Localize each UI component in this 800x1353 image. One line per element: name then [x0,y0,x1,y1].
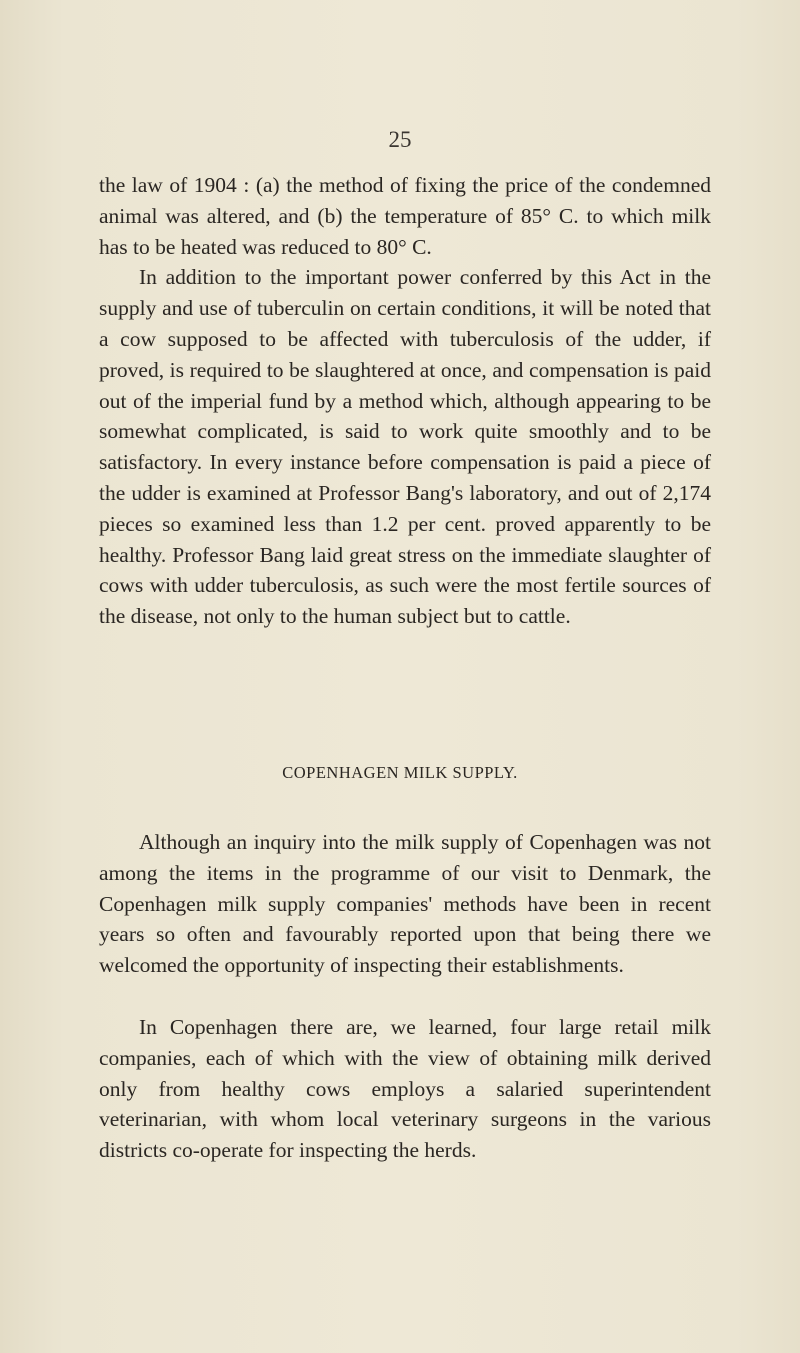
body-text-lower [99,827,711,1166]
paragraph-spacer [99,981,711,1012]
page-number: 25 [388,127,412,152]
paragraph-companies: In Copenhagen there are, we learned, four large retail milk companies, each of which with the view of obtaining milk derived only from healthy cows employs a salaried superintendent veterinarian, with whom local veterinary surgeons in the various districts co-operate for inspecting the herds. [99,1014,711,1163]
section-heading: COPENHAGEN MILK SUPPLY. [282,763,518,782]
paragraph-continuation: the law of 1904 : (a) the method of fixing the price of the condemned animal was altered, and (b) the temperature of 85° C. to which milk has to be heated was reduced to 80° C. [99,173,711,259]
paragraph-tuberculin: In addition to the important power conferred by this Act in the supply and use of tuberculin on certain conditions, it will be noted that a cow supposed to be affected with tuberculosis of the udder, if proved, is required to be slaughtered at once, and compensation is paid out of the imperial fund by a method which, although appearing to be somewhat complicated, is said to work quite smoothly and to be satisfactory. In every instance before compensation is paid a piece of the udder is examined at Professor Bang's laboratory, and out of 2,174 pieces so examined less than 1.2 per cent. proved apparently to be healthy. Professor Bang laid great stress on the immediate slaughter of cows with udder tuberculosis, as such were the most fertile sources of the disease, not only to the human subject but to cattle. [99,265,711,629]
body-text-upper [99,170,711,632]
paragraph-inquiry: Although an inquiry into the milk supply of Copenhagen was not among the items in the programme of our visit to Denmark, the Copenhagen milk supply companies' methods have been in recent years so often and favourably reported upon that being there we welcomed the opportunity of inspecting their establishments. [99,830,711,978]
